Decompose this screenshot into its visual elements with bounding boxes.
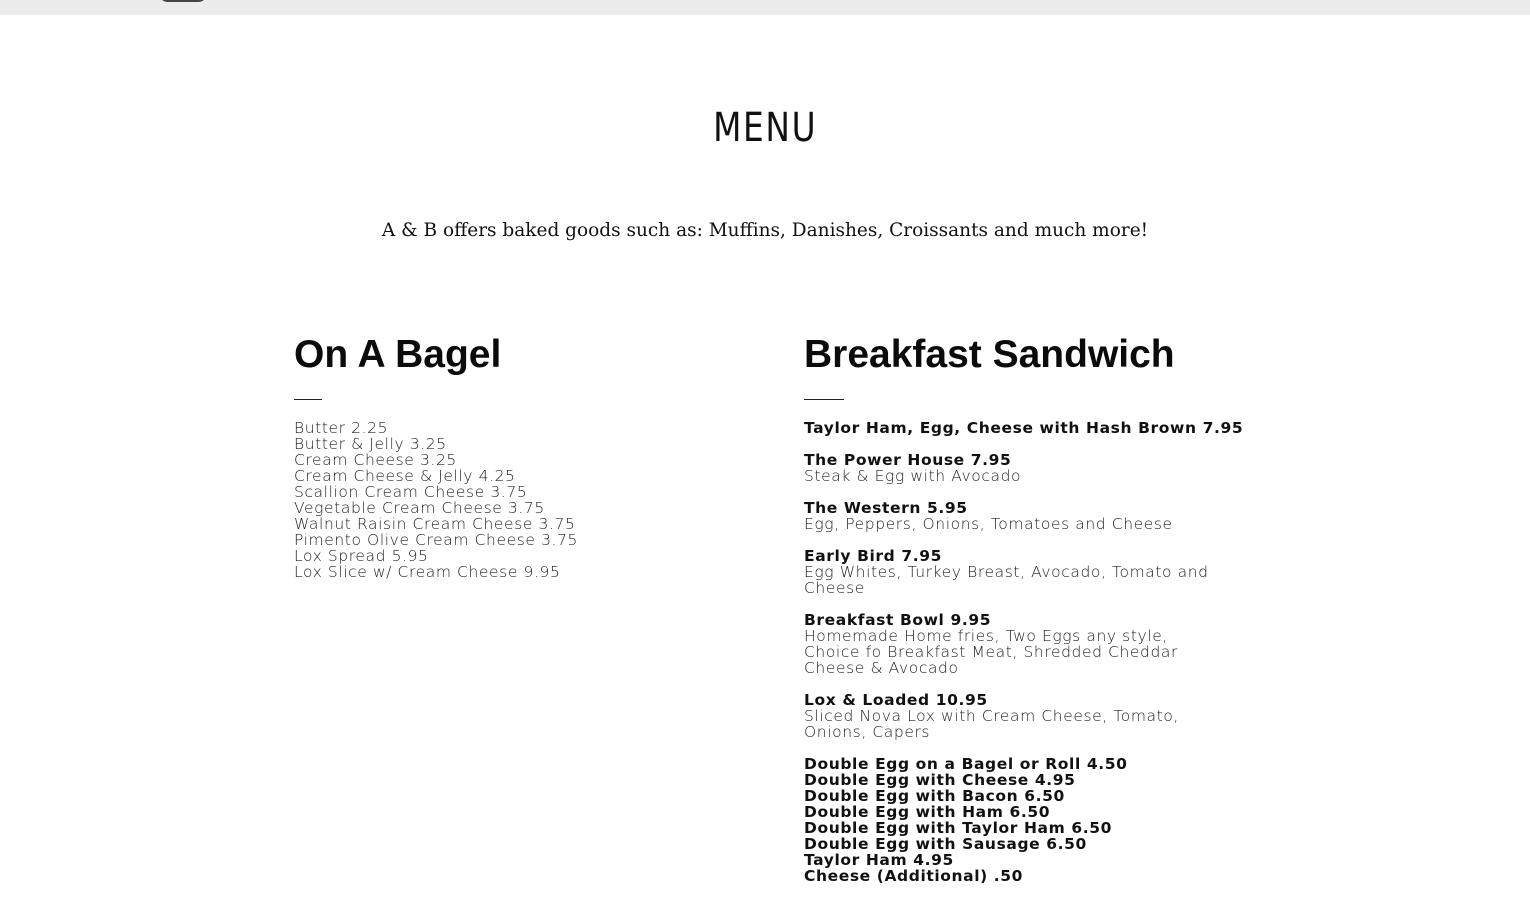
section-divider: [804, 399, 844, 400]
egg-item: Double Egg with Taylor Ham 6.50: [804, 819, 1112, 837]
on-a-bagel-heading: On A Bagel: [294, 333, 502, 376]
special-name: Early Bird 7.95: [804, 547, 943, 565]
egg-item: Cheese (Additional) .50: [804, 867, 1024, 885]
menu-item: Walnut Raisin Cream Cheese 3.75: [294, 515, 576, 533]
page-title: MENU: [713, 104, 818, 151]
egg-item: Double Egg with Cheese 4.95: [804, 771, 1076, 789]
menu-item: Lox Spread 5.95: [294, 547, 429, 565]
egg-item: Double Egg with Ham 6.50: [804, 803, 1051, 821]
special-name: Breakfast Bowl 9.95: [804, 611, 992, 629]
menu-item: Vegetable Cream Cheese 3.75: [294, 499, 545, 517]
tagline: A & B offers baked goods such as: Muffins, Danishes, Croissants and much more!: [381, 220, 1149, 241]
breakfast-sandwich-section: [804, 333, 1244, 885]
special-name: Taylor Ham, Egg, Cheese with Hash Brown 7.95: [804, 419, 1244, 437]
special-name: The Western 5.95: [804, 499, 968, 517]
special-name: The Power House 7.95: [804, 451, 1012, 469]
menu-item: Cream Cheese 3.25: [294, 451, 457, 469]
special-description: Steak & Egg with Avocado: [804, 467, 1022, 485]
special-description: Egg, Peppers, Onions, Tomatoes and Cheese: [804, 515, 1173, 533]
egg-item: Double Egg with Bacon 6.50: [804, 787, 1065, 805]
top-header-bar: [0, 0, 1530, 15]
special-name: Lox & Loaded 10.95: [804, 691, 988, 709]
logo[interactable]: [158, 0, 208, 2]
menu-item: Pimento Olive Cream Cheese 3.75: [294, 531, 578, 549]
bagel-item-list: [294, 420, 754, 580]
menu-item: Cream Cheese & Jelly 4.25: [294, 467, 516, 485]
menu-item: Butter & Jelly 3.25: [294, 435, 447, 453]
on-a-bagel-section: [294, 335, 754, 580]
breakfast-item-list: [804, 419, 1244, 885]
egg-item: Double Egg on a Bagel or Roll 4.50: [804, 755, 1128, 773]
special-description: Egg Whites, Turkey Breast, Avocado, Tomato and Cheese: [804, 563, 1209, 597]
breakfast-sandwich-heading: Breakfast Sandwich: [804, 333, 1175, 376]
special-description: Sliced Nova Lox with Cream Cheese, Tomato, Onions, Capers: [804, 707, 1179, 741]
egg-item: Taylor Ham 4.95: [804, 851, 954, 869]
menu-item: Scallion Cream Cheese 3.75: [294, 483, 528, 501]
egg-item: Double Egg with Sausage 6.50: [804, 835, 1087, 853]
section-divider: [294, 399, 322, 400]
special-description: Homemade Home fries, Two Eggs any style, Choice fo Breakfast Meat, Shredded Cheddar Cheese & Avocado: [804, 627, 1178, 677]
menu-item: Butter 2.25: [294, 419, 389, 437]
menu-item: Lox Slice w/ Cream Cheese 9.95: [294, 563, 561, 581]
